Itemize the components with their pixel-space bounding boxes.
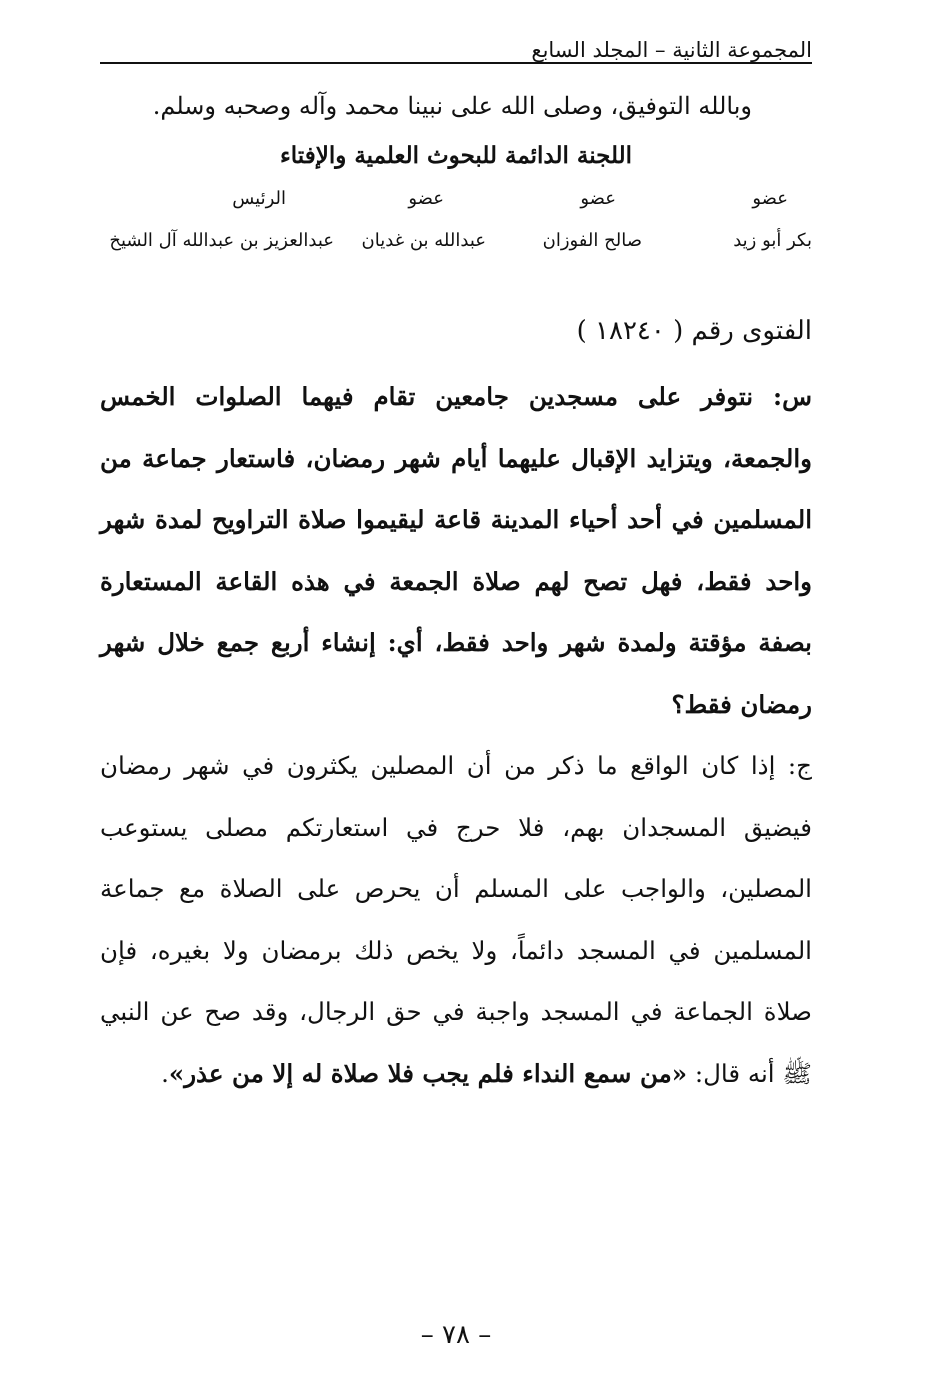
running-header — [100, 38, 812, 70]
signatory-role-3: عضو — [408, 188, 444, 209]
answer-text: ج: إذا كان الواقع ما ذكر من أن المصلين يكثرون في شهر رمضان فيضيق المسجدان بهم، فلا حرج في استعارتكم مصلى يستوعب المصلين، والواجب على المسلم أن يحرص على الصلاة مع جماعة المسلمين في المسجد دائماً، ولا يخص ذلك برمضان ولا بغيره، فإن صلاة الجماعة في المسجد واجبة في حق الرجال، وقد صح عن النبي ﷺ أنه قال: — [100, 751, 812, 1088]
page-number: – ٧٨ – — [420, 1320, 492, 1350]
signatory-name-1: بكر أبو زيد — [733, 230, 812, 251]
question-paragraph: س: نتوفر على مسجدين جامعين تقام فيهما الصلوات الخمس والجمعة، ويتزايد الإقبال عليهما أيام شهر رمضان، فاستعار جماعة من المسلمين في أحد أحياء المدينة قاعة ليقيموا صلاة التراويح لمدة شهر واحد فقط، فهل تصح لهم صلاة الجمعة في هذه القاعة المستعارة بصفة مؤقتة ولمدة شهر واحد فقط، أي: إنشاء أربع جمع خلال شهر رمضان فقط؟ — [100, 382, 812, 719]
fatwa-number: الفتوى رقم ( ١٨٢٤٠ ) — [576, 316, 812, 346]
header-rule — [100, 62, 812, 64]
signatory-name-2: صالح الفوزان — [542, 230, 642, 251]
answer-paragraph — [100, 735, 812, 1104]
signatory-role-4: الرئيس — [232, 188, 286, 209]
signatory-role-1: عضو — [752, 188, 788, 209]
signatory-roles — [100, 188, 812, 214]
closing-line: وبالله التوفيق، وصلى الله على نبينا محمد وآله وصحبه وسلم. — [152, 92, 752, 120]
document-page — [100, 0, 812, 1381]
signatory-name-3: عبدالله بن غديان — [361, 230, 486, 251]
signatory-name-4: عبدالعزيز بن عبدالله آل الشيخ — [109, 230, 334, 251]
running-title: المجموعة الثانية – المجلد السابع — [527, 38, 812, 62]
signatory-role-2: عضو — [580, 188, 616, 209]
hadith-quote: «من سمع النداء فلم يجب فلا صلاة له إلا من عذر» — [168, 1058, 688, 1088]
committee-title: اللجنة الدائمة للبحوث العلمية والإفتاء — [279, 142, 633, 169]
signatory-names — [100, 230, 812, 258]
answer-end: . — [161, 1058, 169, 1088]
